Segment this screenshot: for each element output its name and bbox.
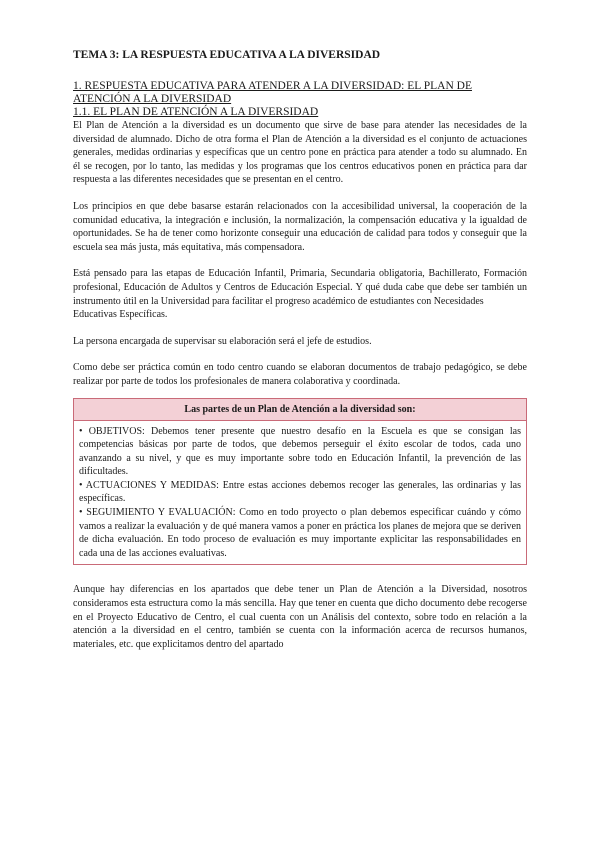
paragraph-stages-continued: Educativas Específicas. (73, 309, 168, 321)
plan-parts-heading: Las partes de un Plan de Atención a la diversidad son: (74, 399, 526, 421)
plan-part-objetivos: • OBJETIVOS: Debemos tener presente que nuestro desafío en la Escuela es que se consigan las competencias básicas por parte de todos, que debemos perseguir el éxito escolar de todos, cada uno avanzando a su nivel, y que es muy importante sobre todo en Educación Infantil, la prevención de las dificultades. (79, 425, 521, 478)
document-title: TEMA 3: LA RESPUESTA EDUCATIVA A LA DIVERSIDAD (73, 49, 381, 61)
paragraph-collaboration: Como debe ser práctica común en todo centro cuando se elaboran documentos de trabajo pedagógico, se debe realizar por parte de todos los profesionales de manera colaborativa y coordinada. (73, 362, 527, 387)
plan-part-seguimiento: • SEGUIMIENTO Y EVALUACIÓN: Como en todo proyecto o plan debemos especificar cuándo y cómo vamos a realizar la evaluación y de qué manera vamos a poner en práctica los planes de mejora que se deriven de dicha evaluación. En todo proceso de evaluación es muy importante explicitar las responsabilidades en cada una de las acciones evaluativas. (79, 507, 521, 559)
plan-parts-box (73, 398, 527, 566)
paragraph-closing: Aunque hay diferencias en los apartados que debe tener un Plan de Atención a la Diversidad, nosotros consideramos esta estructura como la más sencilla. Hay que tener en cuenta que dicho documento debe recogerse en el Proyecto Educativo de Centro, el cual cuenta con un Análisis del contexto, sobre todo en relación a la atención a la diversidad en el centro, también se cuenta con la información acerca de recursos humanos, materiales, etc. que explicitamos dentro del apartado (73, 584, 527, 650)
plan-parts-body (74, 421, 526, 565)
paragraph-stages: Está pensado para las etapas de Educación Infantil, Primaria, Secundaria obligatoria, Bachillerato, Formación profesional, Educación de Adultos y Centros de Educación Especial. Y qué duda cabe que debe ser también un instrumento útil en la Universidad para facilitar el progreso académico de estudiantes con Necesidades (73, 268, 527, 307)
section-heading: 1. RESPUESTA EDUCATIVA PARA ATENDER A LA DIVERSIDAD: EL PLAN DE ATENCIÓN A LA DIVERSIDAD (73, 80, 472, 105)
paragraph-definition: El Plan de Atención a la diversidad es un documento que sirve de base para atender las necesidades de la diversidad de alumnado. Dicho de otra forma el Plan de Atención a la diversidad es el conjunto de actuaciones generales, medidas ordinarias y específicas que un centro pone en práctica para atender a todo su alumnado. En él se recogen, por lo tanto, las medidas y los programas que los centros educativos ponen en práctica para dar respuesta a las diferentes necesidades que se presentan en el centro. (73, 120, 527, 186)
document-page (73, 48, 527, 651)
paragraph-supervisor: La persona encargada de supervisar su elaboración será el jefe de estudios. (73, 335, 372, 347)
subsection-heading: 1.1. EL PLAN DE ATENCIÓN A LA DIVERSIDAD (73, 106, 319, 118)
plan-part-actuaciones: • ACTUACIONES Y MEDIDAS: Entre estas acciones debemos recoger las generales, las ordinarias y las específicas. (79, 479, 521, 505)
paragraph-principles: Los principios en que debe basarse estarán relacionados con la accesibilidad universal, la cooperación de la comunidad educativa, la integración e inclusión, la normalización, la compensación educativa y la igualdad de oportunidades. Se ha de tener como horizonte conseguir una educación de calidad para todos y conseguir que la escuela sea más justa, más equitativa, más compensadora. (73, 200, 527, 253)
